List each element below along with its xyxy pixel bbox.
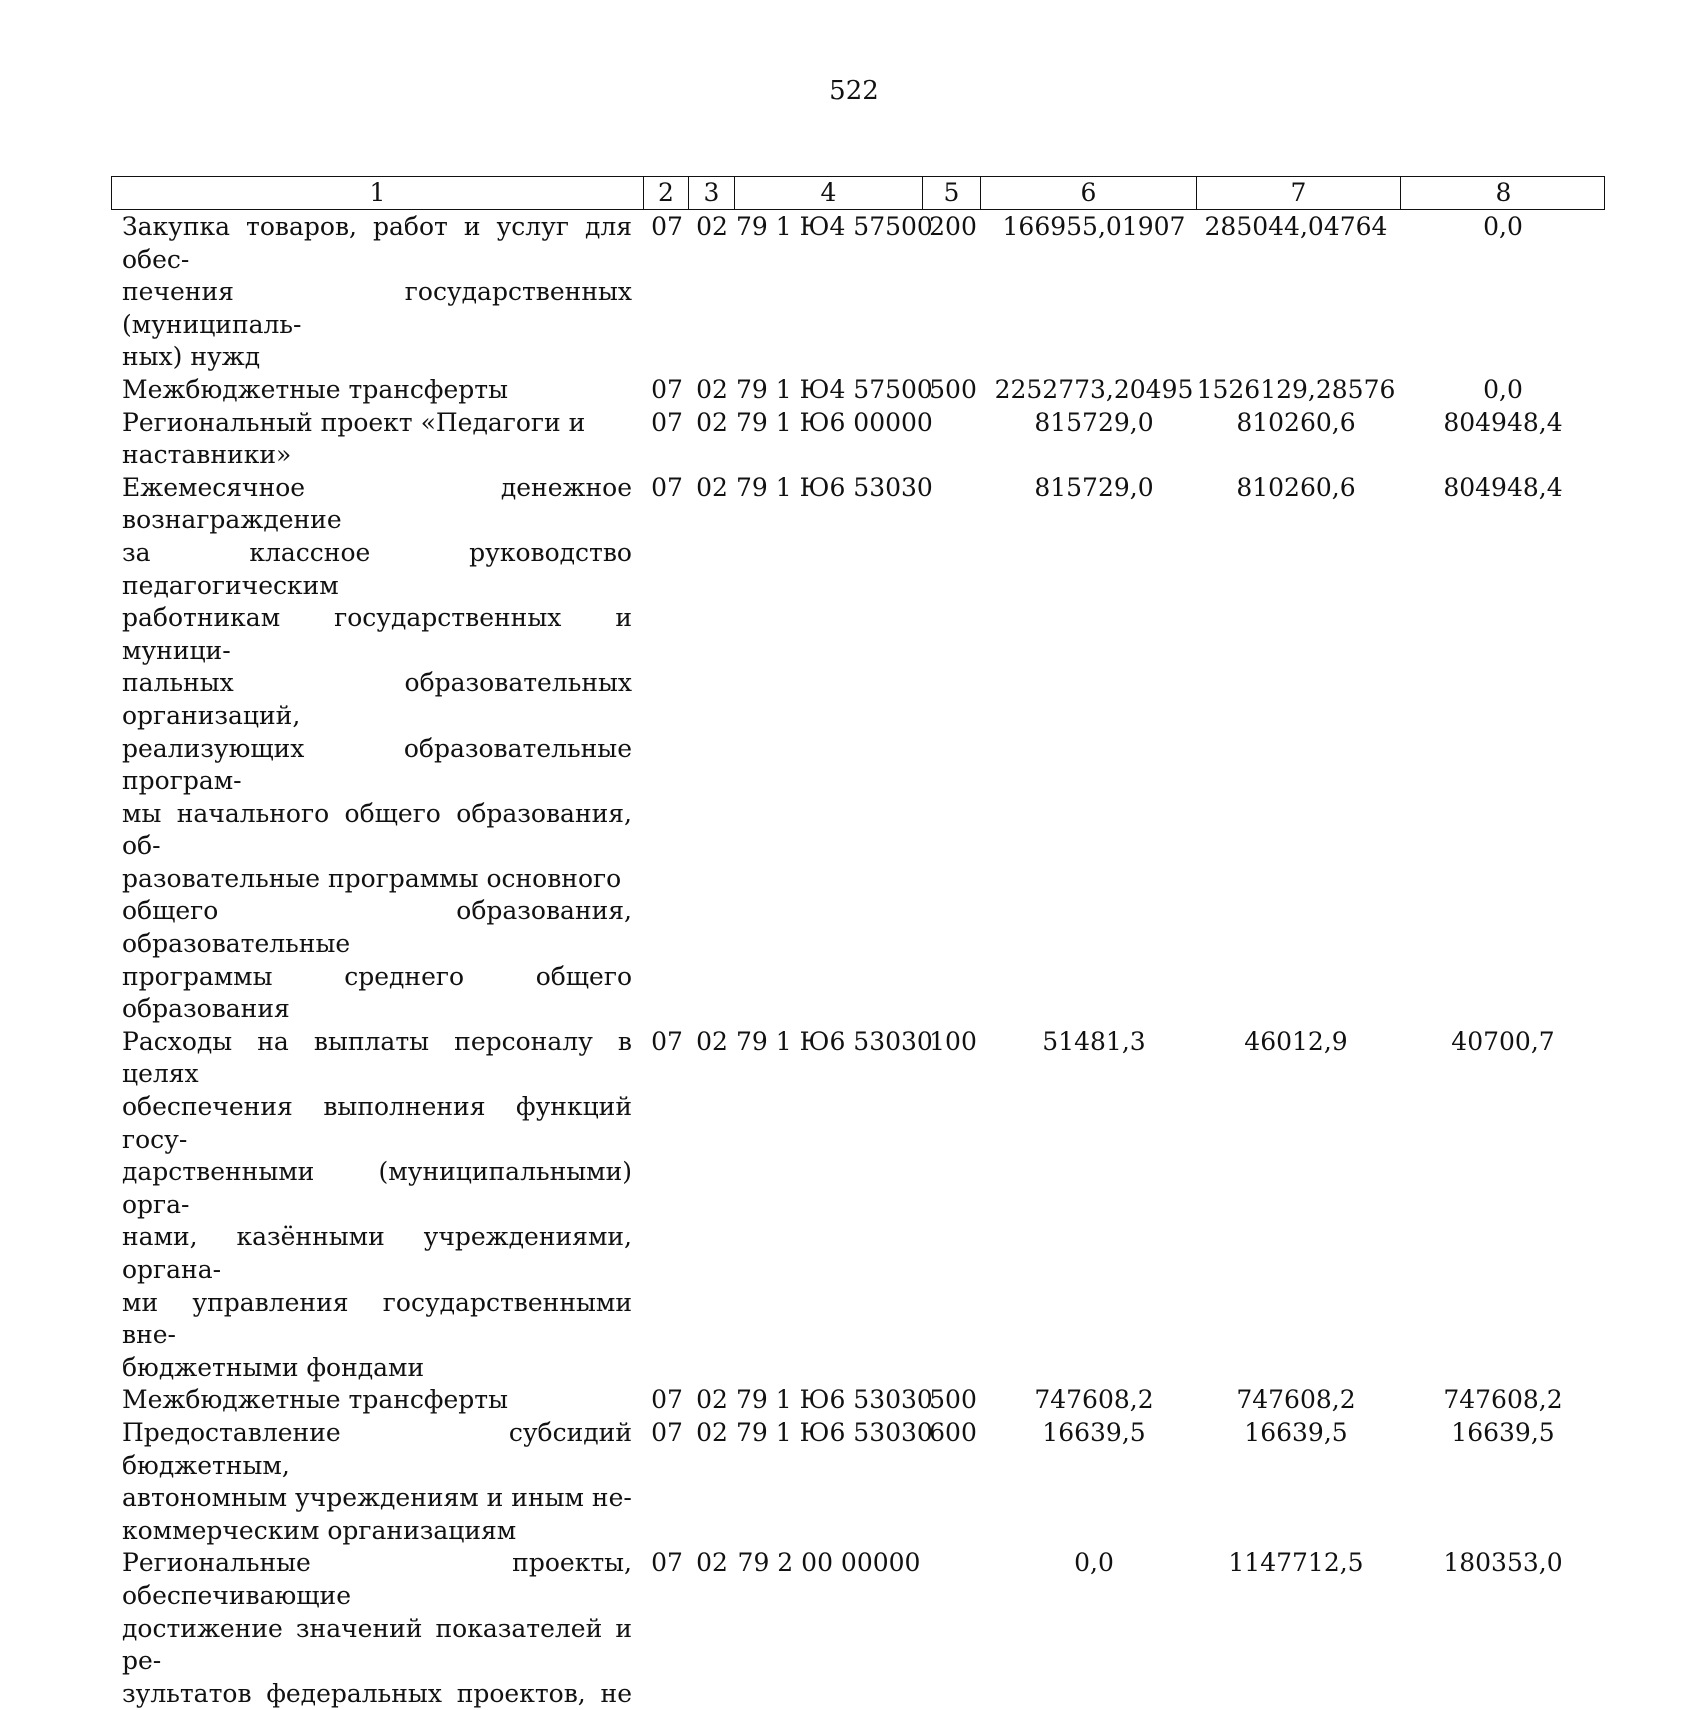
row-subsection: 02	[696, 407, 728, 437]
row-amount-8: 180353,0	[1443, 1548, 1563, 1578]
row-description: Ежемесячное денежное вознаграждение за классное руководство педагогическим работникам государственных и муници- пальных образовательных организаций, реализующих образовательные програм- мы начального общего образования, об- разовательные программы основного общего образования, образовательные программы среднего общего образования	[122, 472, 632, 1024]
row-amount-8: 0,0	[1483, 212, 1523, 241]
header-col-1: 1	[369, 178, 386, 207]
header-col-3: 3	[688, 177, 734, 209]
header-col-2: 2	[643, 177, 688, 209]
row-expense-type: 100	[929, 1026, 977, 1056]
row-expense-type: 500	[929, 374, 977, 404]
row-section: 07	[651, 1548, 683, 1578]
row-amount-8: 747608,2	[1443, 1385, 1563, 1415]
table-row	[0, 407, 1696, 472]
row-description: Региональный проект «Педагоги и наставники»	[122, 407, 586, 470]
row-section: 07	[651, 1026, 683, 1056]
row-amount-6: 0,0	[1074, 1548, 1114, 1578]
row-subsection: 02	[696, 374, 728, 404]
row-target-code: 79 1 Ю6 00000	[736, 407, 933, 437]
row-subsection: 02	[696, 1026, 728, 1056]
table-row	[0, 1026, 1696, 1385]
row-amount-8: 804948,4	[1443, 472, 1563, 502]
row-section: 07	[651, 472, 683, 502]
row-subsection: 02	[696, 1548, 728, 1578]
row-amount-8: 804948,4	[1443, 407, 1563, 437]
table-header	[111, 176, 1605, 210]
row-target-code: 79 2 00 00000	[737, 1548, 921, 1578]
row-amount-8: 40700,7	[1451, 1026, 1555, 1056]
header-col-8: 8	[1400, 177, 1606, 209]
table-body	[0, 211, 1696, 1710]
row-description: Закупка товаров, работ и услуг для обес- печения государственных (муниципаль- ных) нужд	[122, 212, 632, 372]
row-amount-7: 285044,04764	[1204, 212, 1388, 241]
row-amount-7: 16639,5	[1244, 1417, 1348, 1447]
header-col-5: 5	[922, 177, 980, 209]
header-col-6: 6	[980, 177, 1196, 209]
table-row	[0, 374, 1696, 407]
row-expense-type: 500	[929, 1385, 977, 1415]
row-description: Региональные проекты, обеспечивающие достижение значений показателей и ре- зультатов федеральных проектов, не	[122, 1548, 632, 1708]
row-amount-8: 16639,5	[1451, 1417, 1555, 1447]
row-description: Межбюджетные трансферты	[122, 1385, 509, 1415]
page-number: 522	[829, 76, 879, 106]
row-section: 07	[651, 1385, 683, 1415]
row-subsection: 02	[696, 1385, 728, 1415]
row-amount-7: 747608,2	[1236, 1385, 1356, 1415]
row-amount-7: 810260,6	[1236, 472, 1356, 502]
row-subsection: 02	[696, 1417, 728, 1447]
row-description: Предоставление субсидий бюджетным, автономным учреждениям и иным не- коммерческим организациям	[122, 1417, 632, 1545]
row-amount-6: 2252773,20495	[994, 374, 1194, 404]
row-target-code: 79 1 Ю4 57500	[736, 374, 933, 404]
row-section: 07	[651, 1417, 683, 1447]
header-col-4: 4	[734, 177, 922, 209]
table-row	[0, 1547, 1696, 1710]
row-amount-6: 815729,0	[1034, 472, 1154, 502]
row-expense-type: 600	[929, 1417, 977, 1447]
row-section: 07	[651, 374, 683, 404]
row-target-code: 79 1 Ю6 53030	[736, 1385, 933, 1415]
table-row	[0, 1384, 1696, 1417]
header-col-7: 7	[1196, 177, 1400, 209]
row-amount-7: 810260,6	[1236, 407, 1356, 437]
row-target-code: 79 1 Ю6 53030	[736, 472, 933, 502]
row-description: Межбюджетные трансферты	[122, 374, 509, 404]
row-section: 07	[651, 212, 683, 241]
table-row	[0, 211, 1696, 374]
table-row	[0, 472, 1696, 1026]
row-section: 07	[651, 407, 683, 437]
row-amount-6: 747608,2	[1034, 1385, 1154, 1415]
row-amount-6: 815729,0	[1034, 407, 1154, 437]
row-amount-8: 0,0	[1483, 374, 1523, 404]
table-row	[0, 1417, 1696, 1547]
row-amount-7: 46012,9	[1244, 1026, 1348, 1056]
row-target-code: 79 1 Ю4 57500	[736, 212, 933, 241]
row-expense-type: 200	[929, 212, 977, 241]
row-subsection: 02	[696, 472, 728, 502]
row-target-code: 79 1 Ю6 53030	[736, 1026, 933, 1056]
row-amount-6: 51481,3	[1042, 1026, 1146, 1056]
row-subsection: 02	[696, 212, 728, 241]
row-amount-7: 1526129,28576	[1196, 374, 1396, 404]
row-amount-6: 166955,01907	[1002, 212, 1186, 241]
row-target-code: 79 1 Ю6 53030	[736, 1417, 933, 1447]
row-amount-7: 1147712,5	[1228, 1548, 1364, 1578]
row-description: Расходы на выплаты персоналу в целях обеспечения выполнения функций госу- дарственными (муниципальными) орга- нами, казёнными учреждениями, органа- ми управления государственными вне- бюджетными фондами	[122, 1026, 632, 1382]
row-amount-6: 16639,5	[1042, 1417, 1146, 1447]
